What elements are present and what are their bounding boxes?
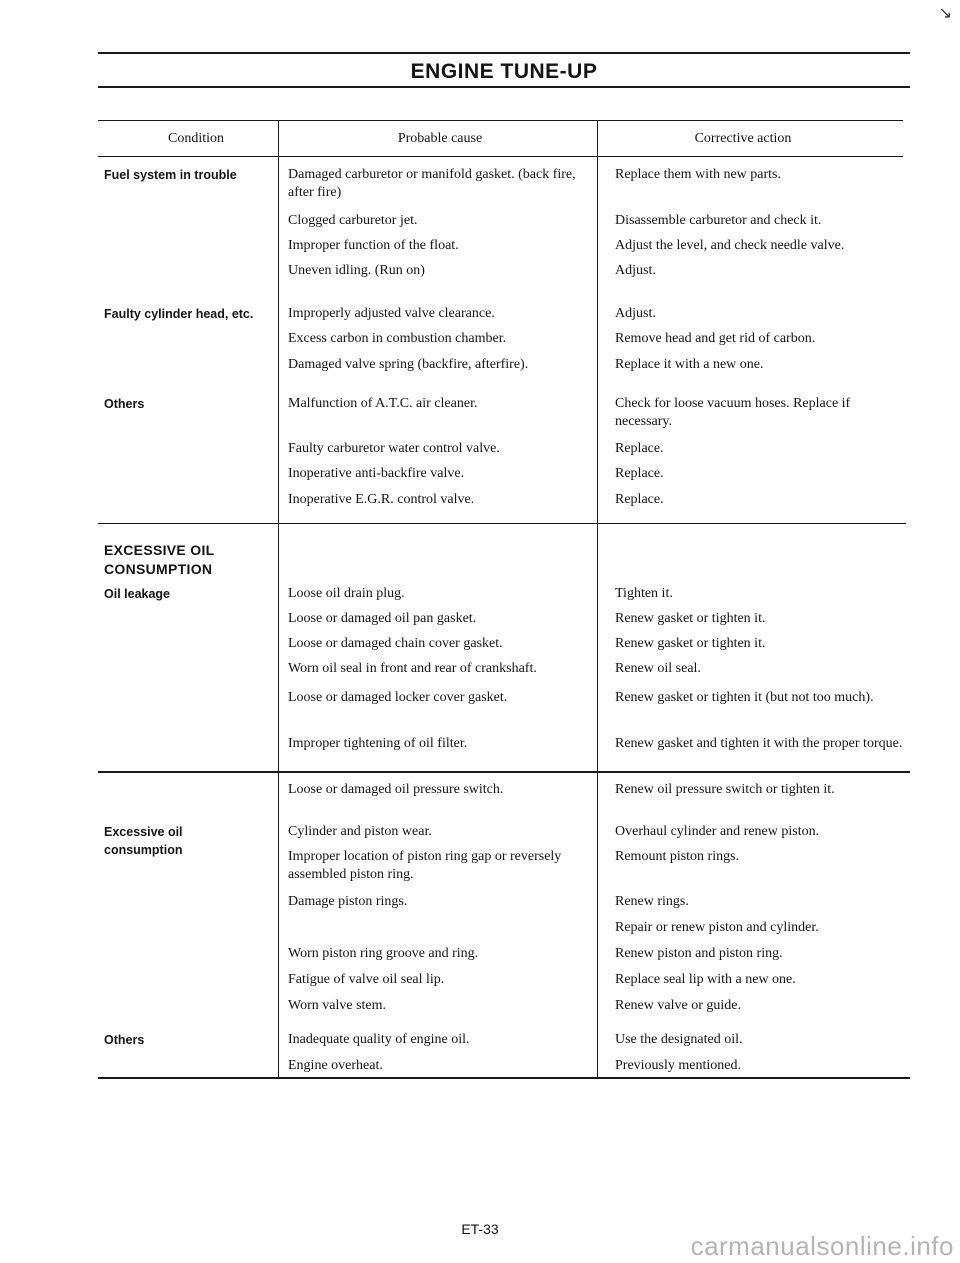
cause-cell: Damaged carburetor or manifold gasket. (back fire, after fire) [288, 167, 576, 200]
action-cell: Renew rings. [615, 894, 689, 909]
cause-cell: Improperly adjusted valve clearance. [288, 306, 495, 321]
cause-cell: Uneven idling. (Run on) [288, 263, 425, 278]
action-cell: Renew oil seal. [615, 661, 701, 676]
action-cell: Tighten it. [615, 586, 673, 601]
cause-cell: Malfunction of A.T.C. air cleaner. [288, 396, 478, 411]
cause-cell: Inoperative anti-backfire valve. [288, 466, 465, 481]
column-header-action: Corrective action [694, 131, 792, 146]
action-cell: Renew gasket or tighten it (but not too much). [615, 690, 874, 705]
action-cell: Adjust. [615, 306, 656, 321]
divider-left [278, 120, 279, 772]
action-cell: Replace. [615, 441, 664, 456]
action-cell: Replace. [615, 492, 664, 507]
action-cell: Replace. [615, 466, 664, 481]
page-title: ENGINE TUNE-UP [410, 60, 598, 83]
action-cell: Replace them with new parts. [615, 167, 782, 182]
divider-left-lower [278, 772, 279, 1078]
cause-cell: Engine overheat. [288, 1058, 383, 1073]
page-number: ET-33 [461, 1221, 499, 1237]
title-rule-bottom [98, 86, 910, 88]
cause-cell: Damaged valve spring (backfire, afterfire). [288, 357, 529, 372]
action-cell: Overhaul cylinder and renew piston. [615, 824, 820, 839]
cause-cell: Worn valve stem. [288, 998, 387, 1013]
cause-cell: Inoperative E.G.R. control valve. [288, 492, 475, 507]
table-bottom-rule [98, 771, 910, 773]
action-cell: Remove head and get rid of carbon. [615, 331, 816, 346]
cause-cell: Loose or damaged chain cover gasket. [288, 636, 503, 651]
action-cell: Replace it with a new one. [615, 357, 764, 372]
action-cell: Renew gasket or tighten it. [615, 636, 766, 651]
action-cell: Replace seal lip with a new one. [615, 972, 796, 987]
action-cell: Check for loose vacuum hoses. Replace if necessary. [615, 396, 851, 429]
condition-oil-leakage: Oil leakage [104, 587, 171, 601]
cause-cell: Damage piston rings. [288, 894, 408, 909]
action-cell: Renew oil pressure switch or tighten it. [615, 782, 835, 797]
divider-right [597, 120, 598, 772]
cause-cell: Loose oil drain plug. [288, 586, 405, 601]
cause-cell: Improper tightening of oil filter. [288, 736, 468, 751]
cause-cell: Fatigue of valve oil seal lip. [288, 972, 445, 987]
condition-fuel-system: Fuel system in trouble [104, 168, 237, 182]
column-header-condition: Condition [167, 131, 224, 146]
table-top-rule [98, 120, 903, 121]
condition-cylinder-head: Faulty cylinder head, etc. [104, 307, 254, 321]
column-header-cause: Probable cause [397, 131, 483, 146]
cause-cell: Loose or damaged oil pan gasket. [288, 611, 477, 626]
cause-cell: Loose or damaged locker cover gasket. [288, 690, 508, 705]
divider-right-lower [597, 772, 598, 1078]
condition-excessive-consumption: Excessive oil consumption [104, 825, 183, 857]
cause-cell: Faulty carburetor water control valve. [288, 441, 500, 456]
cause-cell: Clogged carburetor jet. [288, 213, 418, 228]
condition-others-2: Others [104, 1033, 145, 1047]
watermark: carmanualsonline.info [690, 1231, 954, 1261]
cause-cell: Worn piston ring groove and ring. [288, 946, 479, 961]
action-cell: Disassemble carburetor and check it. [615, 213, 822, 228]
action-cell: Previously mentioned. [615, 1058, 741, 1073]
action-cell: Renew valve or guide. [615, 998, 741, 1013]
condition-others-1: Others [104, 397, 145, 411]
header-rule [98, 156, 903, 157]
cause-cell: Worn oil seal in front and rear of crankshaft. [288, 661, 537, 676]
action-cell: Adjust the level, and check needle valve. [615, 238, 845, 253]
cause-cell: Improper function of the float. [288, 238, 459, 253]
cause-cell: Cylinder and piston wear. [288, 824, 432, 839]
cause-cell: Inadequate quality of engine oil. [288, 1032, 470, 1047]
condition-excessive-oil-heading: EXCESSIVE OIL CONSUMPTION [104, 542, 215, 577]
action-cell: Repair or renew piston and cylinder. [615, 920, 819, 935]
title-rule-top [98, 52, 910, 54]
corner-mark-icon: ↘ [938, 5, 952, 22]
cause-cell: Excess carbon in combustion chamber. [288, 331, 507, 346]
action-cell: Renew piston and piston ring. [615, 946, 783, 961]
action-cell: Use the designated oil. [615, 1032, 743, 1047]
action-cell: Remount piston rings. [615, 849, 740, 864]
action-cell: Renew gasket or tighten it. [615, 611, 766, 626]
action-cell: Adjust. [615, 263, 656, 278]
table-end-rule [98, 1077, 910, 1079]
cause-cell: Loose or damaged oil pressure switch. [288, 782, 504, 797]
section-rule [98, 523, 906, 524]
cause-cell: Improper location of piston ring gap or reversely assembled piston ring. [288, 849, 562, 882]
action-cell: Renew gasket and tighten it with the proper torque. [615, 736, 903, 751]
